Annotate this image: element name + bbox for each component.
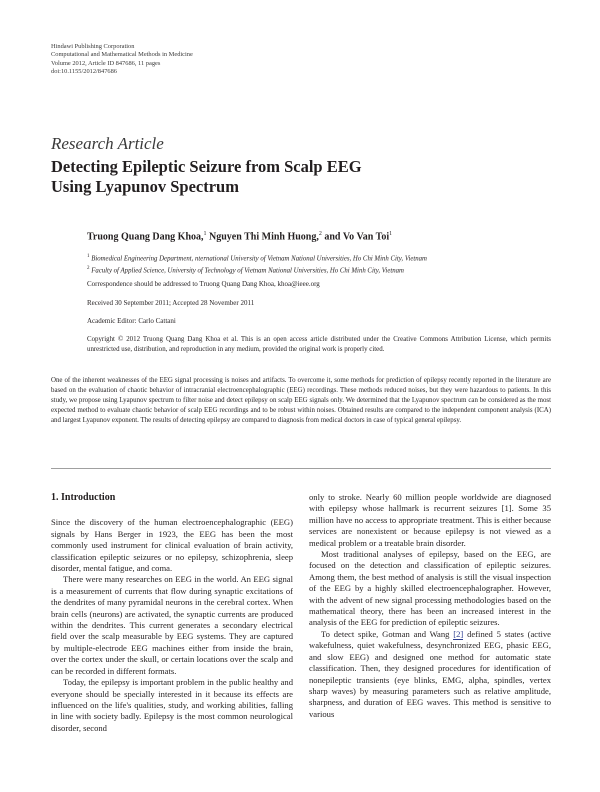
doi-line: doi:10.1155/2012/847686 [51,68,117,76]
paper-title [51,157,531,197]
copyright-notice: Copyright © 2012 Truong Quang Dang Khoa et al. This is an open access article distributed under the Creative Commons Attribution License, which permits unrestricted use, distribution, and reproduction in any medium, provided the original work is properly cited. [87,336,551,353]
title-line-2: Using Lyapunov Spectrum [51,177,239,196]
author-1-affil-mark: 1 [203,231,207,237]
journal-header [51,43,193,77]
affiliation-1-text: Biomedical Engineering Department, nternational University of Vietnam National Universities, Ho Chi Minh City, Vietnam [89,255,427,263]
paragraph-6-start: To detect spike, Gotman and Wang [321,628,454,639]
author-list [87,231,392,242]
journal-line: Computational and Mathematical Methods in Medicine [51,51,193,59]
author-3: and Vo Van Toi [321,231,390,243]
author-1: Truong Quang Dang Khoa, [87,231,204,243]
affiliation-2 [87,264,427,276]
intro-paragraph-1: Since the discovery of the human electroencephalographic (EEG) signals by Hans Berger in 1923, the EEG has been the most commonly used instrument for clinical evaluation of brain activity, classification epileptic seizures or no epilepsy, schizophrenia, sleep disorder, mental fatigue, and coma. [51,517,293,574]
intro-paragraph-5: Most traditional analyses of epilepsy, based on the EEG, are focused on the detection and classification of epileptic seizures. Among them, the best method of analysis is still the visual inspection of the EEG by a highly skilled electroencephalographer. However, with the advent of new signal processing methodologies based on the mathematical theory, there has been an increased interest in the analysis of the EEG for prediction of epileptic seizures. [309,549,551,628]
affiliation-1-mark: 1 [87,254,90,259]
author-2-affil-mark: 2 [318,231,322,237]
affiliations [87,252,427,277]
citation-link-2[interactable]: [2] [453,628,464,639]
right-column [309,492,551,720]
received-line: Received 30 September 2011; Accepted 28 November 2011 [87,299,255,307]
section-divider [51,468,551,469]
publisher-line: Hindawi Publishing Corporation [51,43,135,50]
affiliation-2-text: Faculty of Applied Science, University of Technology of Vietnam National Universities, Ho Chi Minh City, Vietnam [89,267,404,275]
volume-line: Volume 2012, Article ID 847686, 11 pages [51,59,161,67]
intro-paragraph-3: Today, the epilepsy is important problem in the public healthy and everyone should be specially interested in it because its effects are influenced on the life's qualities, study, and working abilities, falling in line with society badly. Epilepsy is the most common neurological disorder, second [51,677,293,733]
editor-line: Academic Editor: Carlo Cattani [87,317,176,325]
intro-paragraph-6 [309,629,551,720]
author-2: Nguyen Thi Minh Huong, [206,231,319,243]
intro-paragraph-2: There were many researches on EEG in the world. An EEG signal is a measurement of currents that flow during synaptic excitations of the dendrites of many pyramidal neurons in the cerebral cortex. When brain cells (neurons) are activated, the synaptic currents are produced within the dendrites. This current generates a secondary electrical field over the scalp measurable by EEG systems. They are captured by multiple-electrode EEG machines either from inside the brain, over the cortex under the skull, or certain locations over the scalp and can be recorded in different formats. [51,574,293,676]
intro-paragraph-4: only to stroke. Nearly 60 million people worldwide are diagnosed with epilepsy whose hallmark is recurrent seizures [1]. Some 35 million have no access to appropriate treatment. This is either because services are nonexistent or because epilepsy is not viewed as a medical problem or a treatable brain disorder. [309,492,551,548]
left-column [51,492,293,734]
paragraph-6-rest: defined 5 states (active wakefulness, quiet wakefulness, desynchronized EEG, phasic EEG, and slow EEG) and designed one method for automatic state classification. Then, they designed procedures for identification of nonepileptic transients (eye blinks, EMG, alpha, spindles, vertex sharp waves) by measuring parameters such as relative amplitude, sharpness, and duration of EEG waves. This method is sensitive to various [309,628,551,719]
author-3-affil-mark: 1 [389,231,393,237]
abstract: One of the inherent weaknesses of the EEG signal processing is noises and artifacts. To overcome it, some methods for prediction of epilepsy recently reported in the literature are based on the evaluation of chaotic behavior of intracranial electroencephalographic (EEG) recordings. These methods reduced noises, but they were hazardous to patients. In this study, we propose using Lyapunov spectrum to filter noise and detect epilepsy on scalp EEG signals only. We determined that the Lyapunov spectrum can be considered as the most expected method to evaluate chaotic behavior of scalp EEG recordings and to be robust within noises. Obtained results are compared to the independent component analysis (ICA) and largest Lyapunov exponent. The results of detecting epilepsy are compared to diagnosis from medical doctors in case of typical general epilepsy. [51,377,551,424]
affiliation-2-mark: 2 [87,266,90,272]
title-line-1: Detecting Epileptic Seizure from Scalp EEG [51,157,362,176]
section-heading: 1. Introduction [51,492,116,503]
correspondence-line: Correspondence should be addressed to Truong Quang Dang Khoa, khoa@ieee.org [87,280,320,288]
article-type: Research Article [51,134,164,153]
affiliation-1 [87,252,427,264]
